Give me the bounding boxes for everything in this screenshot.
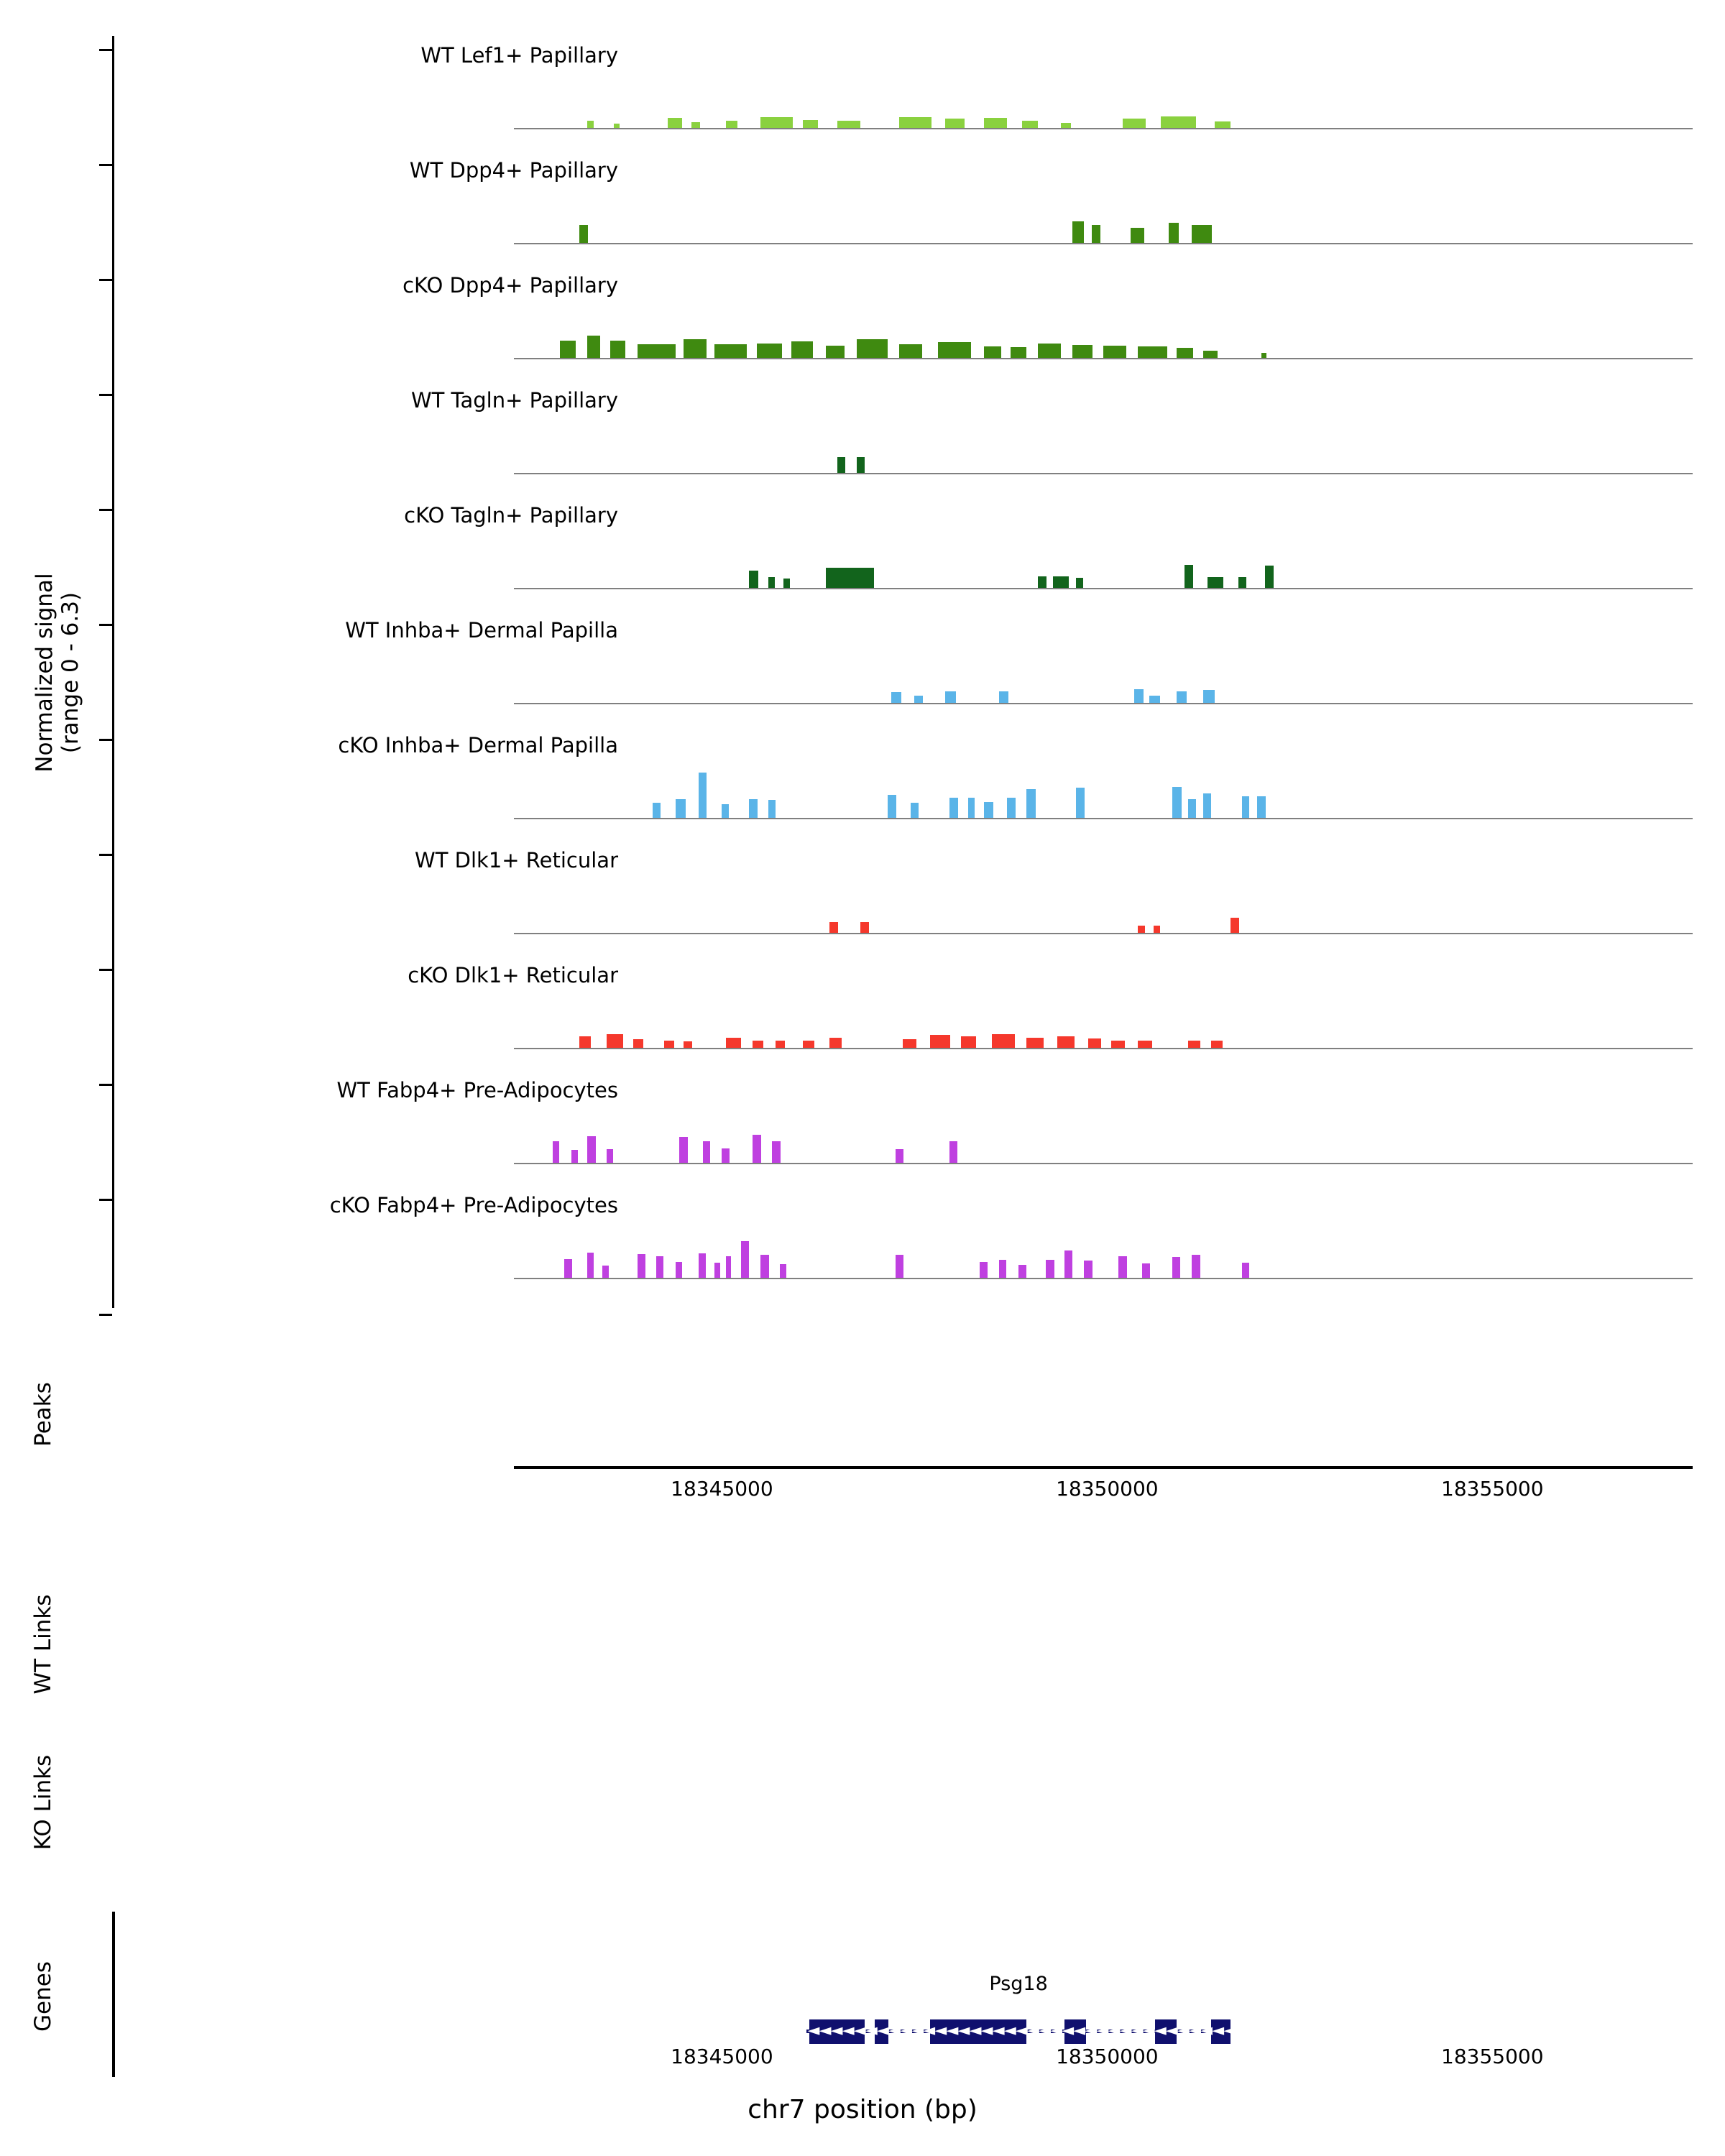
- signal-peak: [1177, 691, 1187, 703]
- signal-peak: [653, 803, 661, 818]
- signal-track: [0, 1078, 1725, 1164]
- gene-strand-arrow-icon: ◄: [992, 2022, 1005, 2040]
- signal-peak: [1011, 347, 1026, 358]
- signal-peak: [949, 798, 959, 818]
- signal-peak: [564, 1259, 573, 1278]
- gene-strand-arrow-icon: ◄: [1189, 2022, 1202, 2040]
- signal-peak: [826, 346, 845, 358]
- signal-peak: [753, 1041, 763, 1048]
- signal-peak: [1026, 789, 1036, 818]
- signal-peak: [699, 1253, 706, 1278]
- signal-peak: [726, 1256, 732, 1278]
- signal-peak: [749, 799, 758, 818]
- signal-peak: [938, 342, 971, 358]
- y-axis-label-line1: Normalized signal: [32, 573, 58, 773]
- signal-peak: [602, 1266, 609, 1278]
- signal-peak: [911, 803, 919, 818]
- track-baseline: [514, 128, 1693, 129]
- x-axis-tick-label: 18345000: [671, 2045, 773, 2068]
- signal-peak: [1192, 225, 1212, 243]
- gene-strand-arrow-icon: ◄: [1108, 2022, 1121, 2040]
- gene-strand-arrow-icon: ◄: [876, 2022, 889, 2040]
- gene-strand-arrow-icon: ◄: [1119, 2022, 1132, 2040]
- gene-strand-arrow-icon: ◄: [957, 2022, 970, 2040]
- track-plot-area: [514, 733, 1693, 819]
- gene-strand-arrow-icon: ◄: [923, 2022, 936, 2040]
- signal-peak: [860, 922, 869, 933]
- signal-peak: [896, 1149, 904, 1163]
- signal-peak: [749, 571, 758, 588]
- signal-peak: [633, 1039, 643, 1048]
- gene-strand-arrow-icon: ◄: [853, 2022, 866, 2040]
- signal-peak: [676, 799, 686, 818]
- signal-peak: [1103, 346, 1126, 358]
- signal-peak: [1053, 576, 1068, 588]
- track-label: WT Inhba+ Dermal Papilla: [345, 618, 618, 642]
- signal-peak: [684, 339, 707, 358]
- track-plot-area: [514, 503, 1693, 589]
- signal-peak: [1018, 1265, 1026, 1278]
- signal-peak: [610, 341, 625, 358]
- signal-peak: [1188, 1041, 1200, 1048]
- track-label: cKO Dpp4+ Papillary: [402, 273, 618, 298]
- signal-peak: [1230, 918, 1239, 933]
- track-plot-area: [514, 273, 1693, 359]
- signal-peak: [664, 1041, 674, 1048]
- signal-peak: [1134, 689, 1144, 703]
- section-label-ko-links: KO Links: [30, 1754, 56, 1851]
- signal-peak: [837, 121, 860, 128]
- signal-peak: [999, 1260, 1006, 1278]
- signal-peak: [722, 1148, 730, 1163]
- x-axis-tick-label: 18355000: [1441, 1477, 1544, 1501]
- signal-peak: [571, 1150, 578, 1163]
- signal-peak: [1142, 1263, 1151, 1278]
- signal-peak: [1072, 345, 1092, 358]
- gene-strand-arrow-icon: ◄: [969, 2022, 982, 2040]
- signal-peak: [1072, 221, 1084, 243]
- signal-peak: [984, 346, 1002, 358]
- signal-peak: [726, 121, 737, 128]
- track-baseline: [514, 1163, 1693, 1164]
- signal-peak: [1057, 1036, 1075, 1048]
- signal-peak: [1242, 796, 1249, 818]
- signal-peak: [891, 692, 901, 703]
- signal-peak: [1138, 1041, 1151, 1048]
- signal-peak: [1131, 228, 1144, 243]
- signal-peak: [722, 804, 729, 818]
- gene-strand-arrow-icon: ◄: [1026, 2022, 1039, 2040]
- signal-peak: [587, 1253, 594, 1278]
- gene-strand-arrow-icon: ◄: [911, 2022, 924, 2040]
- gene-strand-arrow-icon: ◄: [1085, 2022, 1098, 2040]
- signal-peak: [607, 1149, 614, 1163]
- x-axis-tick-label: 18350000: [1056, 1477, 1159, 1501]
- signal-peak: [945, 119, 965, 128]
- signal-peak: [614, 124, 620, 128]
- track-label: WT Fabp4+ Pre-Adipocytes: [336, 1078, 618, 1102]
- signal-peak: [829, 922, 838, 933]
- signal-peak: [760, 1255, 769, 1278]
- signal-peak: [829, 1038, 841, 1048]
- signal-track: [0, 388, 1725, 474]
- signal-peak: [1161, 116, 1195, 128]
- section-label-peaks: Peaks: [30, 1382, 56, 1447]
- signal-peak: [1123, 119, 1146, 128]
- signal-peak: [638, 344, 676, 358]
- signal-peak: [607, 1034, 624, 1048]
- gene-strand-arrow-icon: ◄: [1015, 2022, 1028, 2040]
- signal-peak: [914, 696, 923, 703]
- signal-peak: [768, 800, 776, 818]
- signal-peak: [1203, 351, 1217, 358]
- track-plot-area: [514, 43, 1693, 129]
- signal-peak: [760, 117, 793, 128]
- gene-strand-arrow-icon: ◄: [1096, 2022, 1109, 2040]
- y-axis-label-line2: (range 0 - 6.3): [58, 591, 83, 754]
- gene-strand-arrow-icon: ◄: [980, 2022, 993, 2040]
- signal-peak: [1238, 577, 1247, 588]
- x-axis-tick-label: 18350000: [1056, 2045, 1159, 2068]
- signal-peak: [776, 1041, 785, 1048]
- track-baseline: [514, 358, 1693, 359]
- gene-strand-arrow-icon: ◄: [900, 2022, 913, 2040]
- signal-peak: [1188, 799, 1196, 818]
- gene-strand-arrow-icon: ◄: [1142, 2022, 1155, 2040]
- track-baseline: [514, 243, 1693, 244]
- signal-peak: [857, 339, 888, 358]
- signal-peak: [1064, 1250, 1072, 1278]
- track-label: WT Dpp4+ Papillary: [409, 158, 618, 183]
- signal-peak: [968, 798, 975, 818]
- gene-strand-arrow-icon: ◄: [842, 2022, 855, 2040]
- gene-strand-arrow-icon: ◄: [1165, 2022, 1178, 2040]
- gene-strand-arrow-icon: ◄: [1212, 2022, 1225, 2040]
- signal-peak: [896, 1255, 904, 1278]
- signal-peak: [699, 773, 707, 818]
- track-label: cKO Fabp4+ Pre-Adipocytes: [329, 1193, 618, 1217]
- signal-peak: [1088, 1038, 1101, 1048]
- track-baseline: [514, 933, 1693, 934]
- signal-peak: [684, 1041, 692, 1048]
- gene-strand-arrow-icon: ◄: [1177, 2022, 1190, 2040]
- track-baseline: [514, 818, 1693, 819]
- signal-peak: [1172, 787, 1182, 818]
- signal-peak: [579, 1036, 591, 1048]
- signal-peak: [714, 1263, 721, 1278]
- x-axis-title: chr7 position (bp): [748, 2095, 978, 2124]
- track-plot-area: [514, 1193, 1693, 1279]
- gene-strand-arrow-icon: ◄: [1039, 2022, 1051, 2040]
- track-plot-area: [514, 618, 1693, 704]
- track-baseline: [514, 473, 1693, 474]
- gene-strand-arrow-icon: ◄: [1131, 2022, 1144, 2040]
- signal-peak: [1038, 576, 1046, 588]
- track-plot-area: [514, 158, 1693, 244]
- track-baseline: [514, 1278, 1693, 1279]
- track-plot-area: [514, 388, 1693, 474]
- signal-peak: [1022, 121, 1037, 128]
- track-plot-area: [514, 848, 1693, 934]
- signal-peak: [999, 691, 1008, 703]
- signal-peak: [757, 344, 782, 358]
- signal-peak: [992, 1034, 1015, 1048]
- gene-strand-arrow-icon: ◄: [1003, 2022, 1016, 2040]
- signal-peak: [676, 1262, 682, 1278]
- section-label-wt-links: WT Links: [30, 1594, 56, 1695]
- track-plot-area: [514, 963, 1693, 1049]
- signal-peak: [560, 341, 575, 358]
- signal-peak: [984, 118, 1007, 128]
- track-baseline: [514, 703, 1693, 704]
- signal-peak: [791, 341, 813, 358]
- track-baseline: [514, 588, 1693, 589]
- gene-strand-arrow-icon: ◄: [1073, 2022, 1086, 2040]
- signal-peak: [726, 1038, 741, 1048]
- signal-peak: [945, 691, 956, 703]
- signal-track: [0, 158, 1725, 244]
- signal-peak: [899, 344, 922, 358]
- signal-peak: [1177, 348, 1194, 358]
- signal-peak: [1184, 565, 1194, 588]
- x-axis-tick-label: 18355000: [1441, 2045, 1544, 2068]
- signal-peak: [984, 802, 993, 818]
- signal-peak: [803, 120, 818, 128]
- gene-strand-arrow-icon: ◄: [1154, 2022, 1167, 2040]
- signal-peak: [780, 1264, 787, 1278]
- signal-peak: [1261, 353, 1267, 358]
- signal-peak: [587, 121, 594, 128]
- x-axis-line-top: [514, 1466, 1693, 1469]
- signal-track: [0, 618, 1725, 704]
- signal-peak: [1111, 1041, 1125, 1048]
- x-axis-tick-label: 18345000: [671, 1477, 773, 1501]
- signal-peak: [930, 1035, 950, 1048]
- signal-peak: [888, 795, 896, 818]
- gene-name-label: Psg18: [989, 1973, 1048, 1995]
- signal-peak: [1092, 225, 1100, 243]
- signal-peak: [1026, 1038, 1044, 1048]
- signal-peak: [857, 457, 865, 473]
- signal-peak: [587, 336, 600, 358]
- signal-peak: [1076, 788, 1085, 818]
- track-label: cKO Tagln+ Papillary: [404, 503, 618, 528]
- signal-track: [0, 1193, 1725, 1279]
- signal-peak: [783, 579, 790, 588]
- section-label-genes: Genes: [30, 1961, 56, 2032]
- signal-peak: [579, 225, 588, 243]
- signal-peak: [587, 1136, 596, 1163]
- signal-peak: [961, 1036, 976, 1048]
- signal-peak: [1076, 578, 1083, 588]
- gene-strand-arrow-icon: ◄: [1200, 2022, 1213, 2040]
- gene-strand-arrow-icon: ◄: [865, 2022, 878, 2040]
- signal-peak: [1265, 566, 1274, 588]
- signal-peak: [980, 1262, 988, 1278]
- signal-peak: [899, 117, 932, 128]
- signal-peak: [949, 1141, 958, 1163]
- signal-peak: [1203, 690, 1215, 703]
- gene-strand-arrow-icon: ◄: [1062, 2022, 1075, 2040]
- track-plot-area: [514, 1078, 1693, 1164]
- signal-peak: [1046, 1260, 1055, 1278]
- track-label: WT Lef1+ Papillary: [420, 43, 618, 68]
- signal-peak: [1138, 926, 1145, 933]
- gene-strand-arrow-icon: ◄: [830, 2022, 843, 2040]
- signal-peak: [1154, 926, 1161, 933]
- gene-strand-arrow-icon: ◄: [888, 2022, 901, 2040]
- signal-peak: [1172, 1257, 1180, 1278]
- signal-peak: [703, 1141, 711, 1163]
- gene-strand-arrow-icon: ◄: [819, 2022, 832, 2040]
- signal-peak: [803, 1041, 814, 1048]
- track-baseline: [514, 1048, 1693, 1049]
- signal-peak: [772, 1141, 781, 1163]
- signal-peak: [1118, 1256, 1127, 1278]
- signal-peak: [1149, 696, 1160, 703]
- signal-peak: [826, 568, 873, 588]
- signal-peak: [1138, 346, 1167, 358]
- signal-track: [0, 733, 1725, 819]
- signal-peak: [1169, 223, 1179, 243]
- track-label: WT Tagln+ Papillary: [410, 388, 618, 413]
- signal-peak: [1203, 793, 1211, 818]
- signal-peak: [638, 1254, 646, 1278]
- signal-peak: [741, 1241, 749, 1278]
- signal-track: [0, 963, 1725, 1049]
- signal-peak: [1211, 1041, 1223, 1048]
- signal-peak: [768, 577, 776, 588]
- gene-strand-arrow-icon: ◄: [807, 2022, 820, 2040]
- signal-peak: [753, 1135, 761, 1163]
- signal-peak: [837, 457, 845, 473]
- axis-tick: [99, 1314, 112, 1316]
- signal-track: [0, 43, 1725, 129]
- track-label: cKO Dlk1+ Reticular: [408, 963, 618, 987]
- signal-peak: [691, 122, 701, 128]
- signal-peak: [1192, 1255, 1200, 1278]
- gene-strand-arrow-icon: ◄: [934, 2022, 947, 2040]
- signal-peak: [1038, 344, 1061, 358]
- signal-track: [0, 273, 1725, 359]
- signal-peak: [1208, 577, 1224, 588]
- signal-peak: [679, 1137, 688, 1163]
- signal-peak: [903, 1039, 916, 1048]
- signal-peak: [1084, 1261, 1092, 1278]
- signal-peak: [1257, 796, 1266, 818]
- signal-peak: [1215, 121, 1230, 128]
- signal-peak: [714, 344, 747, 358]
- signal-peak: [1061, 123, 1071, 128]
- gene-strand-arrow-icon: ◄: [946, 2022, 959, 2040]
- track-label: WT Dlk1+ Reticular: [415, 848, 618, 872]
- signal-peak: [553, 1141, 560, 1163]
- signal-peak: [656, 1256, 663, 1278]
- signal-peak: [1007, 798, 1016, 818]
- signal-peak: [1242, 1263, 1249, 1278]
- track-label: cKO Inhba+ Dermal Papilla: [338, 733, 618, 757]
- signal-peak: [668, 118, 681, 128]
- gene-strand-arrow-icon: ◄: [1223, 2022, 1236, 2040]
- signal-track: [0, 503, 1725, 589]
- gene-strand-arrow-icon: ◄: [1050, 2022, 1063, 2040]
- signal-track: [0, 848, 1725, 934]
- genes-axis-rail: [112, 1912, 115, 2077]
